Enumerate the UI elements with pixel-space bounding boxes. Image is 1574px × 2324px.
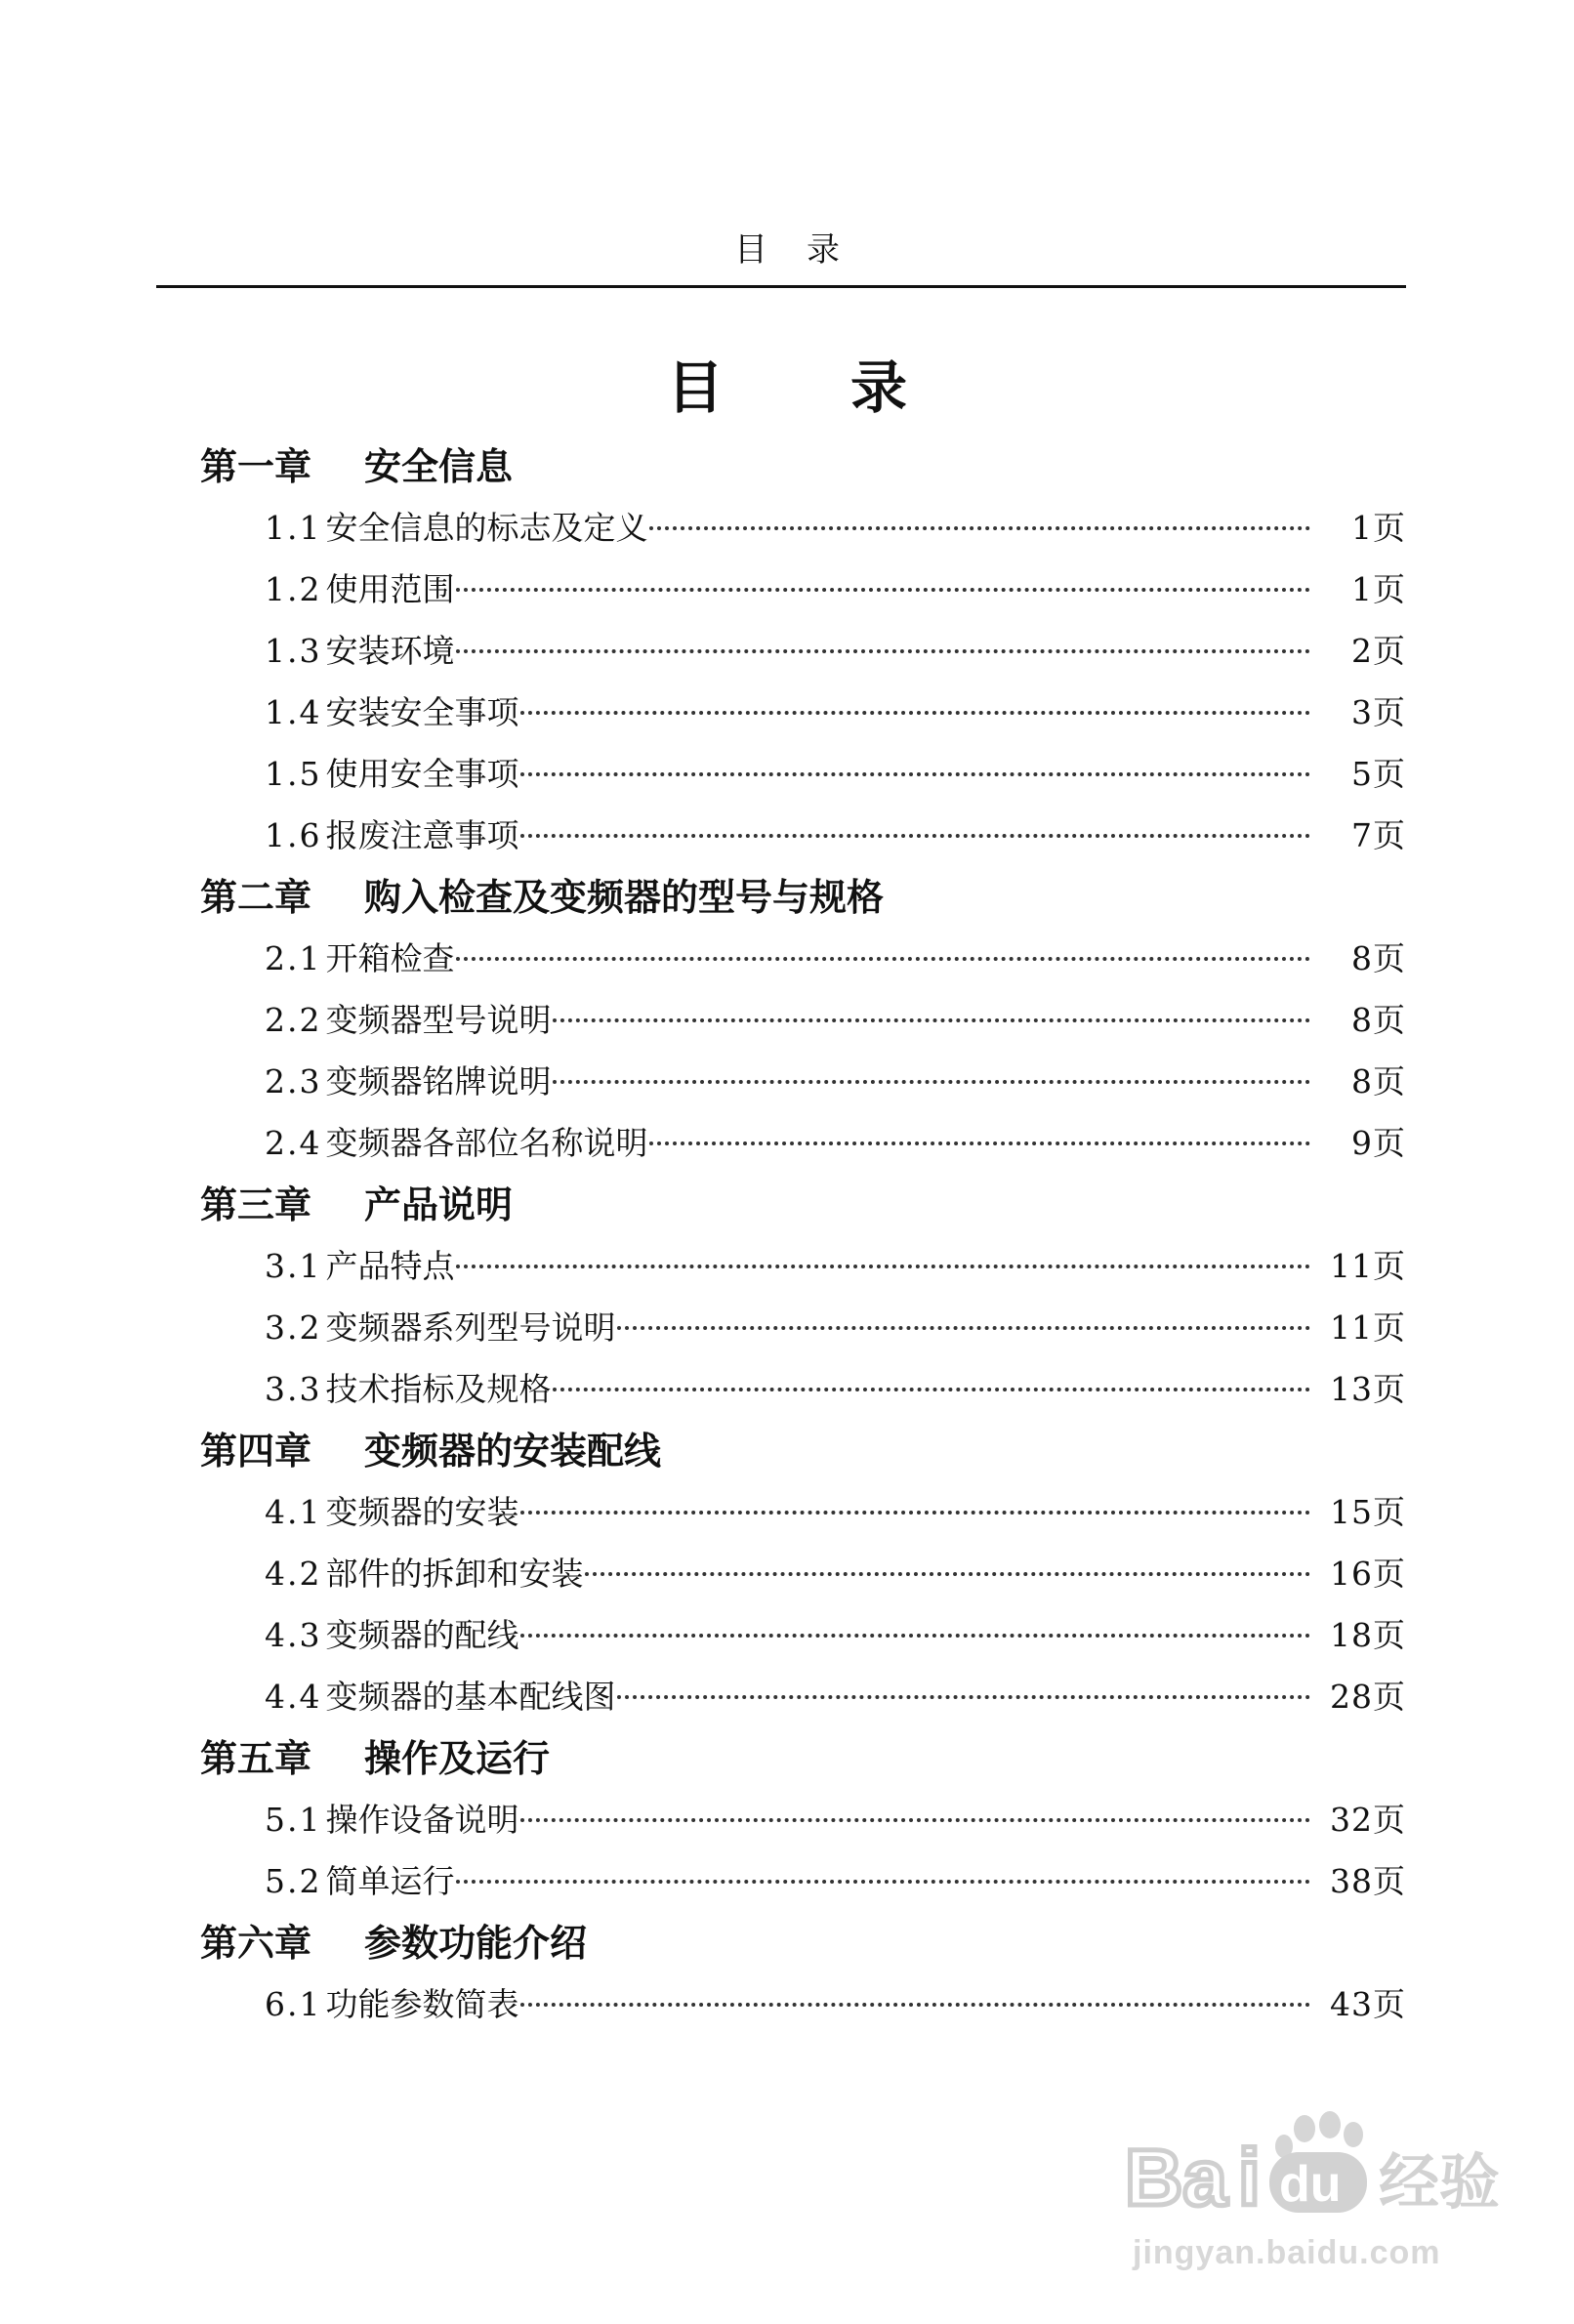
toc-chapter <box>200 1727 1406 1789</box>
section-number: 4.3 <box>265 1616 322 1654</box>
chapter-number: 第六章 <box>200 1921 312 1965</box>
toc-entry <box>200 1297 1406 1358</box>
section-number: 1.5 <box>265 755 322 793</box>
dot-leader <box>456 649 1310 653</box>
toc-chapter <box>200 866 1406 928</box>
toc-entry <box>200 497 1406 559</box>
page-number: 32页 <box>1330 1801 1406 1839</box>
baidu-jingyan-logo <box>1123 2109 1513 2217</box>
section-number: 3.3 <box>265 1370 322 1408</box>
dot-leader <box>553 1080 1310 1084</box>
dot-leader <box>520 772 1310 776</box>
dot-leader <box>456 1880 1310 1884</box>
dot-leader <box>649 1141 1310 1145</box>
toc-entry <box>200 1604 1406 1666</box>
toc-entry <box>200 559 1406 620</box>
section-number: 2.1 <box>265 939 322 977</box>
section-number: 1.3 <box>265 632 322 670</box>
toc-entry <box>200 1850 1406 1912</box>
baidu-jingyan-watermark <box>1123 2109 1513 2285</box>
page-number: 8页 <box>1351 1001 1406 1039</box>
section-number: 1.6 <box>265 816 322 854</box>
section-title: 产品特点 <box>325 1247 455 1285</box>
dot-leader <box>553 1388 1310 1391</box>
table-of-contents <box>200 436 1406 2035</box>
dot-leader <box>520 1818 1310 1822</box>
svg-text:du: du <box>1279 2156 1342 2213</box>
toc-entry <box>200 743 1406 805</box>
running-header: 目录 <box>734 230 879 270</box>
section-title: 变频器的配线 <box>325 1616 519 1654</box>
section-number: 2.4 <box>265 1124 322 1162</box>
section-title: 安装安全事项 <box>325 693 519 731</box>
page-number: 11页 <box>1330 1308 1406 1347</box>
section-title: 变频器型号说明 <box>325 1001 552 1039</box>
section-title: 变频器的基本配线图 <box>325 1678 616 1716</box>
section-number: 3.2 <box>265 1308 322 1347</box>
dot-leader <box>553 1018 1310 1022</box>
page-number: 9页 <box>1351 1124 1406 1162</box>
dot-leader <box>456 588 1310 592</box>
page-number: 2页 <box>1351 632 1406 670</box>
toc-entry <box>200 620 1406 682</box>
page-number: 8页 <box>1351 1062 1406 1100</box>
toc-entry <box>200 1543 1406 1604</box>
section-title: 简单运行 <box>325 1862 455 1900</box>
section-title: 变频器各部位名称说明 <box>325 1124 648 1162</box>
page-number: 13页 <box>1330 1370 1406 1408</box>
section-number: 1.2 <box>265 570 322 608</box>
chapter-title: 安全信息 <box>364 444 514 488</box>
page-number: 18页 <box>1330 1616 1406 1654</box>
dot-leader <box>520 2003 1310 2007</box>
dot-leader <box>456 957 1310 961</box>
section-title: 变频器的安装 <box>325 1493 519 1531</box>
chapter-title: 购入检查及变频器的型号与规格 <box>364 875 885 919</box>
svg-text:经验: 经验 <box>1379 2146 1501 2217</box>
dot-leader <box>520 1511 1310 1515</box>
toc-entry <box>200 1789 1406 1850</box>
section-title: 技术指标及规格 <box>325 1370 552 1408</box>
section-number: 4.4 <box>265 1678 322 1716</box>
chapter-number: 第三章 <box>200 1183 312 1226</box>
section-number: 2.3 <box>265 1062 322 1100</box>
section-title: 安装环境 <box>325 632 455 670</box>
section-number: 4.1 <box>265 1493 322 1531</box>
toc-entry <box>200 1358 1406 1420</box>
section-number: 4.2 <box>265 1555 322 1593</box>
toc-entry <box>200 1973 1406 2035</box>
section-number: 1.4 <box>265 693 322 731</box>
chapter-number: 第二章 <box>200 875 312 919</box>
page-number: 28页 <box>1330 1678 1406 1716</box>
chapter-number: 第一章 <box>200 444 312 488</box>
section-number: 1.1 <box>265 509 322 547</box>
page-number: 1页 <box>1351 570 1406 608</box>
toc-entry <box>200 1235 1406 1297</box>
section-title: 报废注意事项 <box>325 816 519 854</box>
page-number: 38页 <box>1330 1862 1406 1900</box>
dot-leader <box>520 1634 1310 1638</box>
section-title: 使用安全事项 <box>325 755 519 793</box>
dot-leader <box>617 1695 1310 1699</box>
page-number: 7页 <box>1351 816 1406 854</box>
dot-leader <box>585 1572 1310 1576</box>
dot-leader <box>520 711 1310 715</box>
chapter-title: 参数功能介绍 <box>364 1921 588 1965</box>
chapter-number: 第五章 <box>200 1736 312 1780</box>
section-title: 部件的拆卸和安装 <box>325 1555 584 1593</box>
toc-entry <box>200 1051 1406 1112</box>
toc-entry <box>200 989 1406 1051</box>
page-number: 11页 <box>1330 1247 1406 1285</box>
page-number: 3页 <box>1351 693 1406 731</box>
toc-chapter <box>200 1420 1406 1481</box>
toc-title: 目录 <box>666 354 1034 421</box>
page-number: 1页 <box>1351 509 1406 547</box>
svg-text:Ba: Ba <box>1125 2134 1227 2217</box>
section-title: 操作设备说明 <box>325 1801 519 1839</box>
toc-entry <box>200 682 1406 743</box>
section-number: 3.1 <box>265 1247 322 1285</box>
page-number: 5页 <box>1351 755 1406 793</box>
section-number: 2.2 <box>265 1001 322 1039</box>
chapter-title: 产品说明 <box>364 1183 514 1226</box>
page-number: 15页 <box>1330 1493 1406 1531</box>
svg-text:i: i <box>1238 2134 1261 2217</box>
page-number: 8页 <box>1351 939 1406 977</box>
dot-leader <box>520 834 1310 838</box>
dot-leader <box>456 1265 1310 1268</box>
dot-leader <box>617 1326 1310 1330</box>
page-number: 43页 <box>1330 1985 1406 2023</box>
toc-chapter <box>200 436 1406 497</box>
toc-chapter <box>200 1174 1406 1235</box>
section-title: 功能参数简表 <box>325 1985 519 2023</box>
toc-entry <box>200 1112 1406 1174</box>
header-rule <box>156 285 1406 288</box>
section-number: 6.1 <box>265 1985 322 2023</box>
section-title: 变频器铭牌说明 <box>325 1062 552 1100</box>
chapter-number: 第四章 <box>200 1429 312 1473</box>
toc-chapter <box>200 1912 1406 1973</box>
page-number: 16页 <box>1330 1555 1406 1593</box>
section-number: 5.1 <box>265 1801 322 1839</box>
section-number: 5.2 <box>265 1862 322 1900</box>
toc-entry <box>200 1481 1406 1543</box>
dot-leader <box>649 526 1310 530</box>
toc-entry <box>200 928 1406 989</box>
section-title: 使用范围 <box>325 570 455 608</box>
chapter-title: 操作及运行 <box>364 1736 551 1780</box>
toc-entry <box>200 805 1406 866</box>
chapter-title: 变频器的安装配线 <box>364 1429 662 1473</box>
toc-entry <box>200 1666 1406 1727</box>
section-title: 变频器系列型号说明 <box>325 1308 616 1347</box>
section-title: 安全信息的标志及定义 <box>325 509 648 547</box>
watermark-url: jingyan.baidu.com <box>1133 2234 1441 2271</box>
section-title: 开箱检查 <box>325 939 455 977</box>
